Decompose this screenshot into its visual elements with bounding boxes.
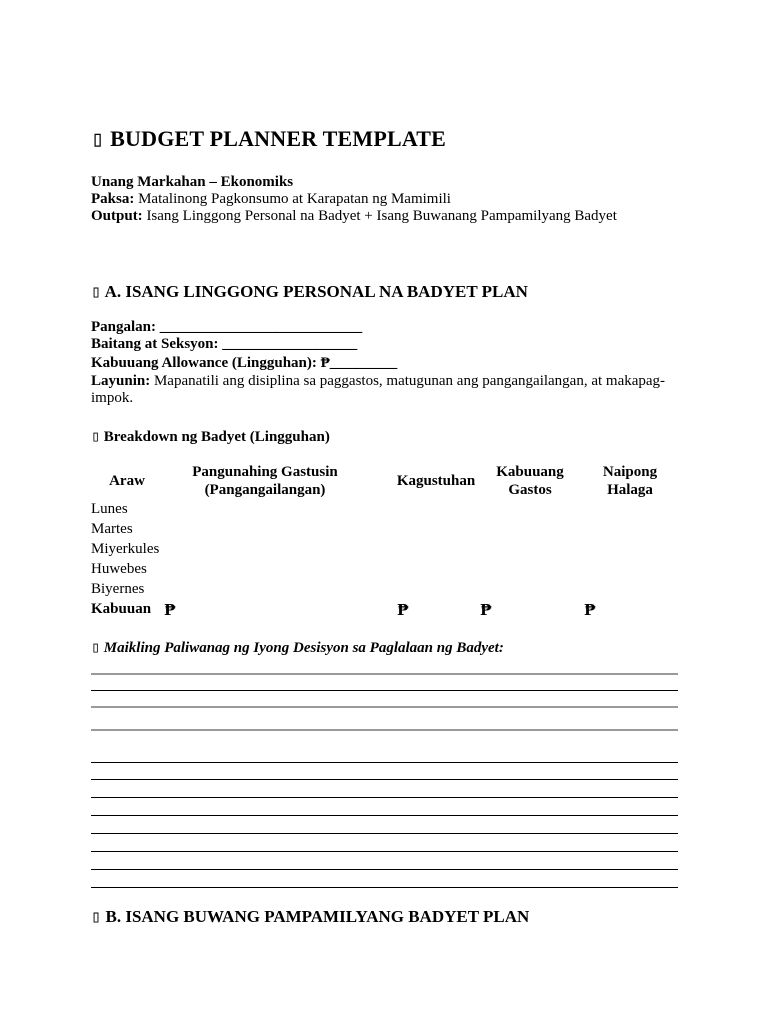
placeholder-icon: ▯ <box>91 282 102 302</box>
total-peso-pangunahing: ₱ <box>164 601 176 619</box>
header-kabuuang: Kabuuang <box>496 464 564 480</box>
table-row-day: Huwebes <box>91 561 147 577</box>
answer-line[interactable] <box>91 706 678 708</box>
answer-line[interactable] <box>91 762 678 763</box>
answer-line[interactable] <box>91 851 678 852</box>
total-peso-kagustuhan: ₱ <box>397 601 409 619</box>
table-row-day: Biyernes <box>91 581 145 597</box>
layunin-label: Layunin: <box>91 373 151 389</box>
breakdown-heading-text: Breakdown ng Badyet (Lingguhan) <box>103 429 330 445</box>
header-araw: Araw <box>109 473 145 489</box>
header-naipong-halaga <box>588 463 672 499</box>
quarter-line: Unang Markahan – Ekonomiks <box>91 174 294 190</box>
table-row-day: Lunes <box>91 501 128 517</box>
explain-heading-text: Maikling Paliwanag ng Iyong Desisyon sa Paglalaan ng Badyet: <box>103 640 504 656</box>
section-b-heading-text: B. ISANG BUWANG PAMPAMILYANG BADYET PLAN <box>105 907 530 926</box>
header-pangunahing-line1: Pangunahing Gastusin <box>192 464 338 480</box>
paksa-label: Paksa: <box>91 191 135 207</box>
pangalan-field[interactable]: Pangalan: ___________________________ <box>91 319 363 335</box>
section-b-heading <box>91 907 529 927</box>
output-label: Output: <box>91 208 143 224</box>
answer-line[interactable] <box>91 869 678 870</box>
section-a-heading-text: A. ISANG LINGGONG PERSONAL NA BADYET PLAN <box>104 282 528 301</box>
paksa-line <box>91 191 451 208</box>
header-pangunahing <box>185 463 345 499</box>
title-text: BUDGET PLANNER TEMPLATE <box>110 126 447 151</box>
answer-line[interactable] <box>91 729 678 731</box>
total-label: Kabuuan <box>91 601 152 617</box>
answer-line[interactable] <box>91 815 678 816</box>
placeholder-icon: ▯ <box>91 427 101 445</box>
header-naipong: Naipong <box>602 464 658 480</box>
paksa-value: Matalinong Pagkonsumo at Karapatan ng Mamimili <box>134 191 451 207</box>
header-pangunahing-line2: (Pangangailangan) <box>204 482 326 498</box>
page-title <box>91 126 446 152</box>
placeholder-icon: ▯ <box>91 638 101 656</box>
header-gastos: Gastos <box>508 482 552 498</box>
breakdown-heading <box>91 427 330 446</box>
placeholder-icon: ▯ <box>91 907 102 927</box>
answer-line[interactable] <box>91 797 678 798</box>
header-kagustuhan: Kagustuhan <box>396 473 476 489</box>
layunin-continuation: impok. <box>91 390 134 406</box>
baitang-field[interactable]: Baitang at Seksyon: __________________ <box>91 336 358 352</box>
placeholder-icon: ▯ <box>91 127 105 152</box>
layunin-text: Mapanatili ang disiplina sa paggastos, matugunan ang pangangailangan, at makapag- <box>150 373 666 389</box>
allowance-field[interactable]: Kabuuang Allowance (Lingguhan): ₱_________ <box>91 355 398 371</box>
table-row-day: Martes <box>91 521 133 537</box>
header-halaga: Halaga <box>607 482 653 498</box>
layunin-line <box>91 373 665 390</box>
total-peso-naipon: ₱ <box>584 601 596 619</box>
table-row-day: Miyerkules <box>91 541 160 557</box>
answer-line[interactable] <box>91 673 678 675</box>
output-value: Isang Linggong Personal na Badyet + Isang Buwanang Pampamilyang Badyet <box>142 208 617 224</box>
explain-heading <box>91 638 504 657</box>
answer-line[interactable] <box>91 690 678 691</box>
total-peso-kabuuang: ₱ <box>480 601 492 619</box>
answer-line[interactable] <box>91 779 678 780</box>
output-line <box>91 208 617 225</box>
answer-line[interactable] <box>91 833 678 834</box>
section-a-heading <box>91 282 528 302</box>
header-kabuuang-gastos <box>485 463 575 499</box>
answer-line[interactable] <box>91 887 678 888</box>
